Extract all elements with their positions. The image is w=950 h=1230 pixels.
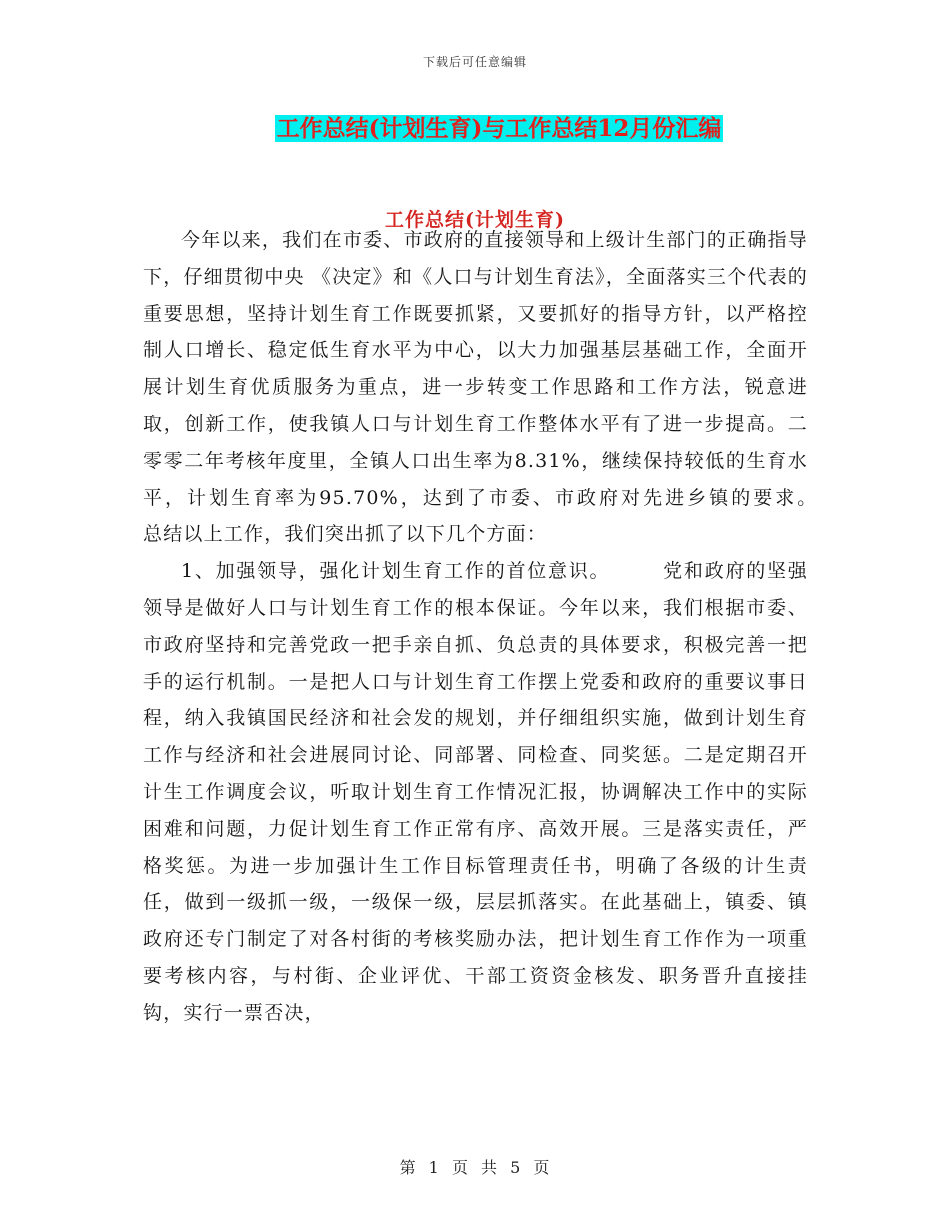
page-number-footer: 第 1 页 共 5 页 (399, 1158, 551, 1177)
header-note: 下载后可任意编辑 (422, 55, 527, 69)
document-title (0, 114, 950, 144)
document-body (143, 222, 869, 1032)
section-title: 工作总结(计划生育) (385, 209, 565, 231)
document-title-highlight: 工作总结(计划生育)与工作总结12月份汇编 (276, 115, 722, 142)
body-paragraph-1: 今年以来，我们在市委、市政府的直接领导和上级计生部门的正确指导下，仔细贯彻中央 《决定》和《人口与计划生育法》，全面落实三个代表的重要思想，坚持计划生育工作既要抓紧，又要抓好的指导方针，以严格控制人口增长、稳定低生育水平为中心，以大力加强基层基础工作，全面开展计划生育优质服务为重点，进一步转变工作思路和工作方法，锐意进取，创新工作，使我镇人口与计划生育工作整体水平有了进一步提高。二零零二年考核年度里，全镇人口出生率为8.31%，继续保持较低的生育水平，计划生育率为95.70%，达到了市委、市政府对先进乡镇的要求。 总结以上工作，我们突出抓了以下几个方面： (143, 229, 869, 546)
body-paragraph-2: 1、加强领导，强化计划生育工作的首位意识。 党和政府的坚强领导是做好人口与计划生育工作的根本保证。今年以来，我们根据市委、市政府坚持和完善党政一把手亲自抓、负总责的具体要求，积极完善一把手的运行机制。一是把人口与计划生育工作摆上党委和政府的重要议事日程，纳入我镇国民经济和社会发的规划，并仔细组织实施，做到计划生育工作与经济和社会进展同讨论、同部署、同检查、同奖惩。二是定期召开计生工作调度会议，听取计划生育工作情况汇报，协调解决工作中的实际困难和问题，力促计划生育工作正常有序、高效开展。三是落实责任，严格奖惩。为进一步加强计生工作目标管理责任书，明确了各级的计生责任，做到一级抓一级，一级保一级，层层抓落实。在此基础上，镇委、镇政府还专门制定了对各村街的考核奖励办法，把计划生育工作作为一项重要考核内容，与村街、企业评优、干部工资资金核发、职务晋升直接挂钩，实行一票否决， (143, 560, 808, 1024)
